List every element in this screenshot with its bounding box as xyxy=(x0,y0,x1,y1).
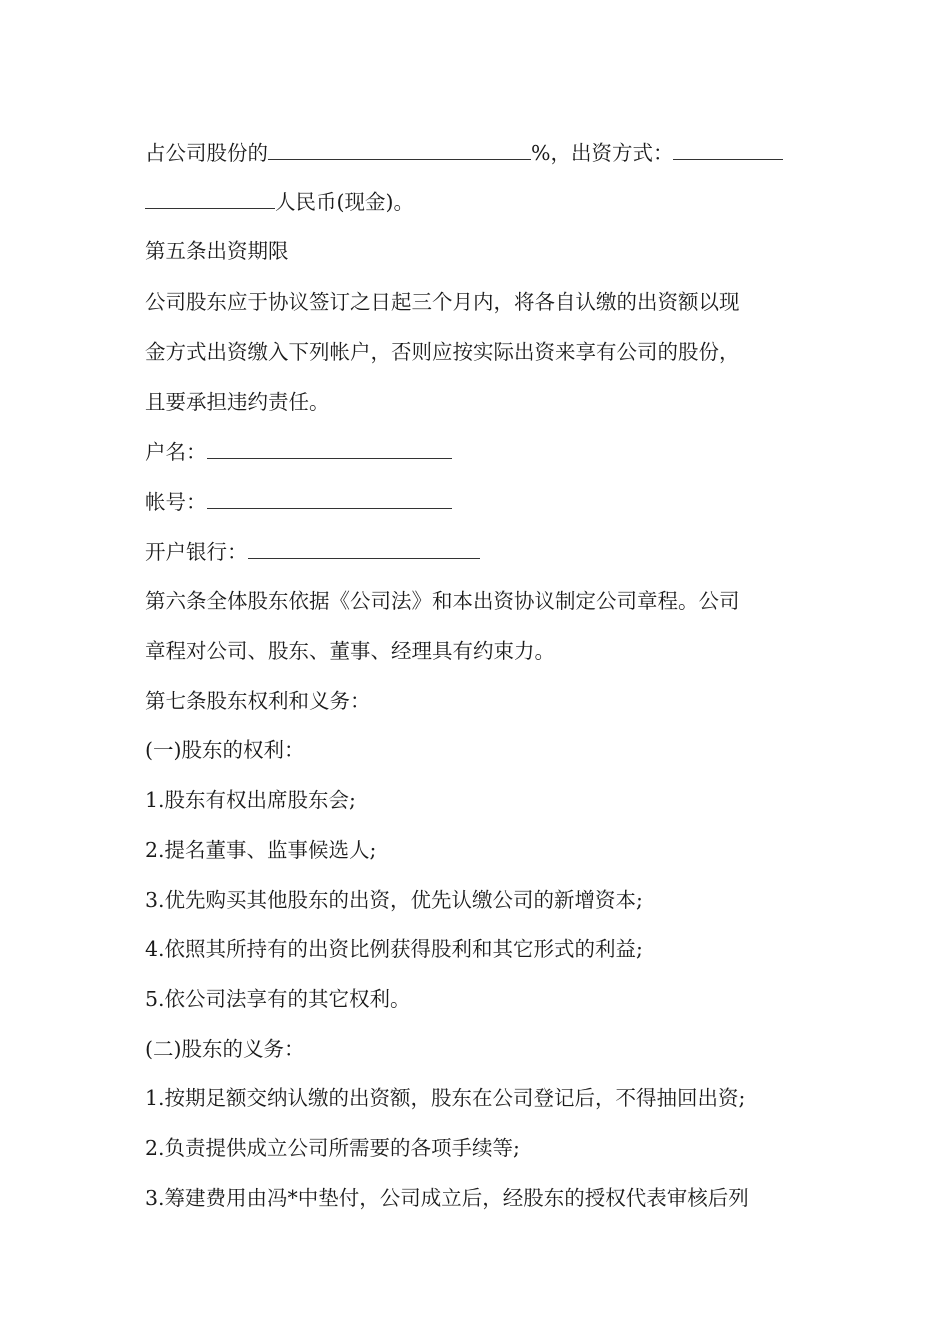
right-item-3: 3.优先购买其他股东的出资，优先认缴公司的新增资本; xyxy=(145,888,643,912)
payment-method-line xyxy=(145,188,414,215)
payment-method-blank-2 xyxy=(145,188,275,209)
payment-method-label: %，出资方式： xyxy=(531,141,674,165)
rights-heading: (一)股东的权利： xyxy=(145,738,305,762)
right-item-5: 5.依公司法享有的其它权利。 xyxy=(145,987,411,1011)
article-7-heading: 第七条股东权利和义务： xyxy=(145,689,371,713)
account-number-line xyxy=(145,488,452,515)
article-5-para-line-1: 公司股东应于协议签订之日起三个月内，将各自认缴的出资额以现 xyxy=(145,290,740,314)
article-5-heading: 第五条出资期限 xyxy=(145,239,289,263)
account-name-line xyxy=(145,438,452,465)
account-number-label: 帐号： xyxy=(145,490,207,514)
obligation-item-3: 3.筹建费用由冯*中垫付，公司成立后，经股东的授权代表审核后列 xyxy=(145,1186,749,1210)
account-number-blank xyxy=(207,488,452,509)
article-5-para-line-2: 金方式出资缴入下列帐户，否则应按实际出资来享有公司的股份， xyxy=(145,340,740,364)
share-ratio-label: 占公司股份的 xyxy=(145,141,268,165)
obligations-heading: (二)股东的义务： xyxy=(145,1037,305,1061)
obligation-item-1: 1.按期足额交纳认缴的出资额，股东在公司登记后，不得抽回出资; xyxy=(145,1086,746,1110)
article-6-line-2: 章程对公司、股东、董事、经理具有约束力。 xyxy=(145,639,555,663)
payment-method-blank xyxy=(673,139,783,160)
article-6-line-1: 第六条全体股东依据《公司法》和本出资协议制定公司章程。公司 xyxy=(145,589,740,613)
bank-label: 开户银行： xyxy=(145,540,248,564)
account-name-label: 户名： xyxy=(145,440,207,464)
account-name-blank xyxy=(207,438,452,459)
right-item-4: 4.依照其所持有的出资比例获得股利和其它形式的利益; xyxy=(145,937,643,961)
article-5-para-line-3: 且要承担违约责任。 xyxy=(145,390,330,414)
payment-currency-text: 人民币(现金)。 xyxy=(275,190,414,214)
bank-blank xyxy=(248,538,480,559)
right-item-2: 2.提名董事、监事候选人; xyxy=(145,838,377,862)
share-ratio-line xyxy=(145,139,783,166)
obligation-item-2: 2.负责提供成立公司所需要的各项手续等; xyxy=(145,1136,520,1160)
bank-line xyxy=(145,538,480,565)
share-ratio-blank xyxy=(268,139,531,160)
right-item-1: 1.股东有权出席股东会; xyxy=(145,788,356,812)
